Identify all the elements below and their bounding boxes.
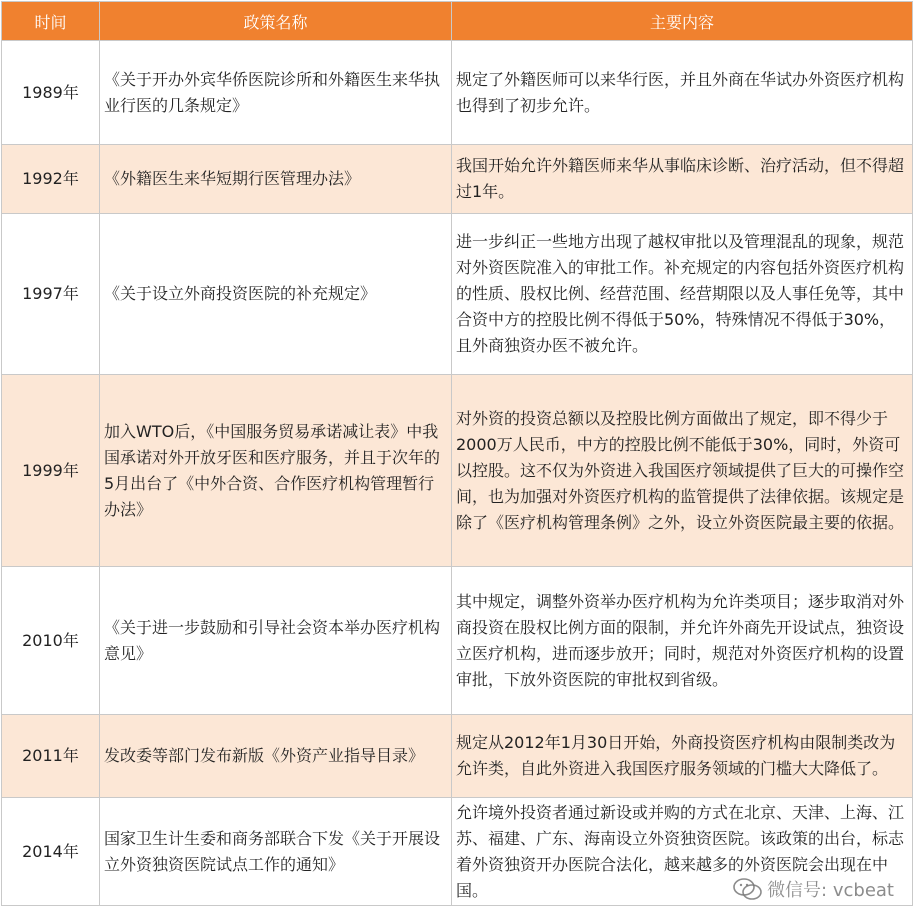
- header-policy-name: 政策名称: [100, 2, 452, 41]
- header-main-content: 主要内容: [452, 2, 913, 41]
- row-content: 进一步纠正一些地方出现了越权审批以及管理混乱的现象，规范对外资医院准入的审批工作。补充规定的内容包括外资医疗机构的性质、股权比例、经营范围、经营期限以及人事任免等，其中合资中方的控股比例不得低于50%，特殊情况不得低于30%，且外商独资办医不被允许。: [452, 214, 913, 375]
- row-policy: 《关于开办外宾华侨医院诊所和外籍医生来华执业行医的几条规定》: [100, 41, 452, 145]
- table-row: [2, 375, 913, 567]
- watermark-text: 微信号: vcbeat: [767, 880, 894, 901]
- table-row: [2, 567, 913, 715]
- row-content: 我国开始允许外籍医师来华从事临床诊断、治疗活动，但不得超过1年。: [452, 145, 913, 214]
- table-header-row: [2, 2, 913, 41]
- row-policy: 发改委等部门发布新版《外资产业指导目录》: [100, 715, 452, 798]
- wechat-watermark: [733, 876, 894, 902]
- table-row: [2, 214, 913, 375]
- row-year: 2011年: [2, 715, 100, 798]
- row-policy: 《关于设立外商投资医院的补充规定》: [100, 214, 452, 375]
- row-policy: 《关于进一步鼓励和引导社会资本举办医疗机构意见》: [100, 567, 452, 715]
- table-row: [2, 715, 913, 798]
- row-policy: 国家卫生计生委和商务部联合下发《关于开展设立外资独资医院试点工作的通知》: [100, 798, 452, 906]
- row-policy: 《外籍医生来华短期行医管理办法》: [100, 145, 452, 214]
- row-year: 2014年: [2, 798, 100, 906]
- wechat-icon: [733, 877, 763, 901]
- table-row: [2, 145, 913, 214]
- row-content: 对外资的投资总额以及控股比例方面做出了规定，即不得少于2000万人民币，中方的控股比例不能低于30%，同时，外资可以控股。这不仅为外资进入我国医疗领域提供了巨大的可操作空间，也为加强对外资医疗机构的监管提供了法律依据。该规定是除了《医疗机构管理条例》之外，设立外资医院最主要的依据。: [452, 375, 913, 567]
- table-row: [2, 41, 913, 145]
- row-content: 允许境外投资者通过新设或并购的方式在北京、天津、上海、江苏、福建、广东、海南设立外资独资医院。该政策的出台，标志着外资独资开办医院合法化，越来越多的外资医院会出现在中国。: [452, 798, 913, 906]
- policy-table: [1, 1, 913, 906]
- row-year: 1989年: [2, 41, 100, 145]
- row-year: 1992年: [2, 145, 100, 214]
- row-content: 其中规定，调整外资举办医疗机构为允许类项目；逐步取消对外商投资在股权比例方面的限制，并允许外商先开设试点，独资设立医疗机构，进而逐步放开；同时，规范对外资医疗机构的设置审批，下放外资医院的审批权到省级。: [452, 567, 913, 715]
- row-content: 规定了外籍医师可以来华行医，并且外商在华试办外资医疗机构也得到了初步允许。: [452, 41, 913, 145]
- row-year: 2010年: [2, 567, 100, 715]
- row-policy: 加入WTO后，《中国服务贸易承诺减让表》中我国承诺对外开放牙医和医疗服务，并且于次年的5月出台了《中外合资、合作医疗机构管理暂行办法》: [100, 375, 452, 567]
- row-content: 规定从2012年1月30日开始，外商投资医疗机构由限制类改为允许类，自此外资进入我国医疗服务领域的门槛大大降低了。: [452, 715, 913, 798]
- row-year: 1997年: [2, 214, 100, 375]
- header-time: 时间: [2, 2, 100, 41]
- row-year: 1999年: [2, 375, 100, 567]
